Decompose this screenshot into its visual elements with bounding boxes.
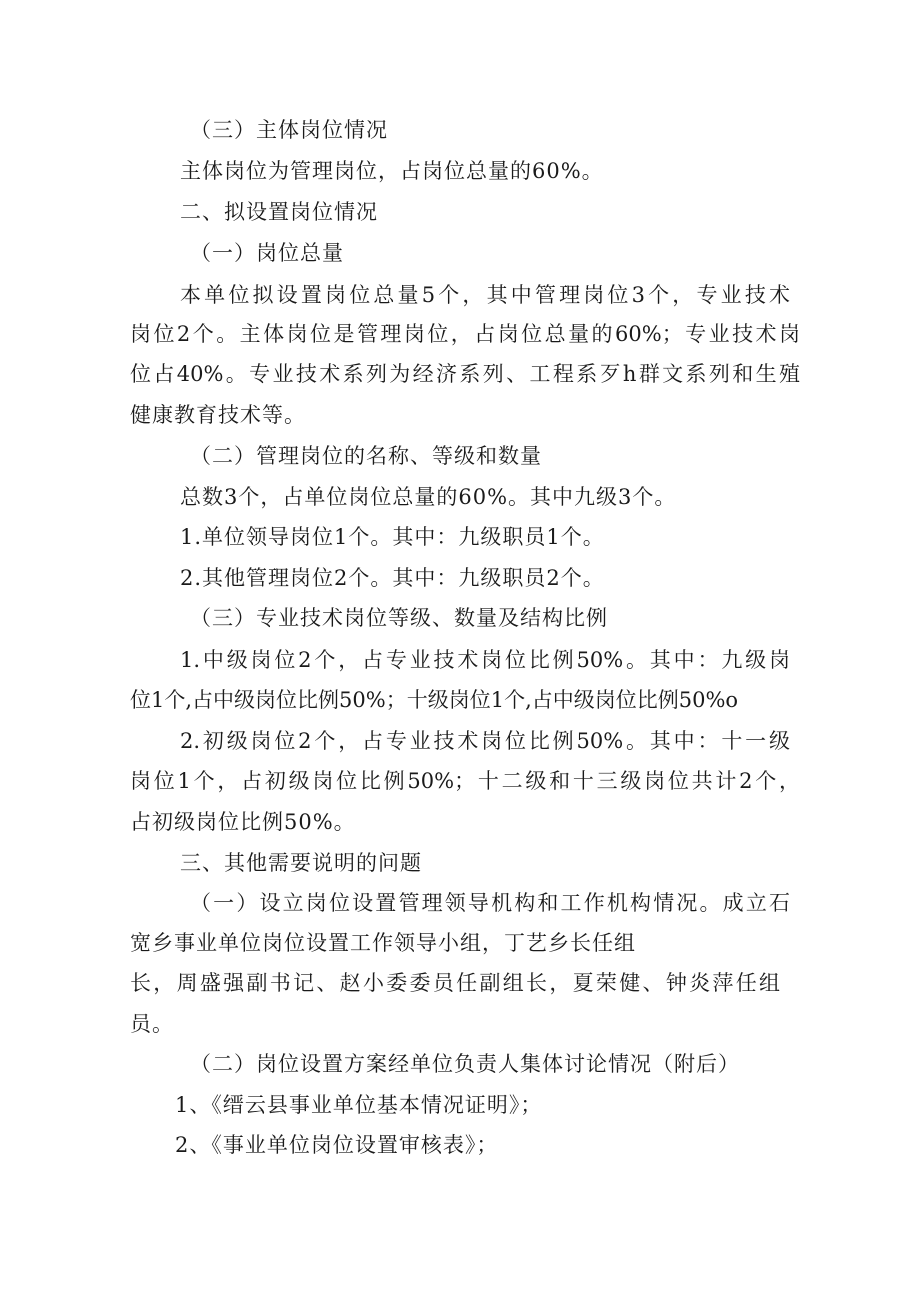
paragraph-line: 2.初级岗位2个，占专业技术岗位比例50%。其中：十一级	[180, 729, 790, 753]
list-item: 2、《事业单位岗位设置审核表》；	[175, 1133, 499, 1157]
heading-technical-posts: （三）专业技术岗位等级、数量及结构比例	[190, 606, 608, 630]
paragraph-line: 健康教育技术等。	[130, 403, 306, 427]
paragraph-line: 长，周盛强副书记、赵小委委员任副组长，夏荣健、钟炎萍任组	[130, 971, 780, 995]
paragraph-line: 占初级岗位比例50%。	[130, 810, 356, 834]
list-item: 1.单位领导岗位1个。其中：九级职员1个。	[180, 525, 605, 549]
heading-total-posts: （一）岗位总量	[190, 241, 344, 265]
paragraph-line: 岗位1个，占初级岗位比例50%；十二级和十三级岗位共计2个，	[130, 769, 800, 793]
paragraph-line: 宽乡事业单位岗位设置工作领导小组，丁艺乡长任组	[130, 931, 636, 955]
paragraph-line: 总数3个，占单位岗位总量的60%。其中九级3个。	[180, 485, 677, 509]
section-heading-planned-posts: 二、拟设置岗位情况	[180, 200, 378, 224]
list-item: 1、《缙云县事业单位基本情况证明》；	[175, 1093, 543, 1117]
paragraph-line: 1.中级岗位2个，占专业技术岗位比例50%。其中：九级岗	[180, 648, 790, 672]
heading-management-posts: （二）管理岗位的名称、等级和数量	[190, 444, 542, 468]
paragraph-line: 本单位拟设置岗位总量5个，其中管理岗位3个，专业技术	[180, 283, 790, 307]
paragraph-line: 员。	[130, 1012, 174, 1036]
section-heading-other-issues: 三、其他需要说明的问题	[180, 851, 422, 875]
paragraph-line: 主体岗位为管理岗位，占岗位总量的60%。	[180, 159, 604, 183]
heading-discussion: （二）岗位设置方案经单位负责人集体讨论情况（附后）	[190, 1052, 740, 1076]
paragraph-line: （一）设立岗位设置管理领导机构和工作机构情况。成立石	[190, 891, 790, 915]
list-item: 2.其他管理岗位2个。其中：九级职员2个。	[180, 566, 605, 590]
heading-main-post-situation: （三）主体岗位情况	[190, 118, 388, 142]
paragraph-line: 位占40%。专业技术系列为经济系列、工程系歹h群文系列和生殖	[130, 362, 800, 386]
paragraph-line: 岗位2个。主体岗位是管理岗位，占岗位总量的60%；专业技术岗	[130, 322, 800, 346]
paragraph-line: 位1个,占中级岗位比例50%；十级岗位1个,占中级岗位比例50%o	[130, 688, 739, 712]
